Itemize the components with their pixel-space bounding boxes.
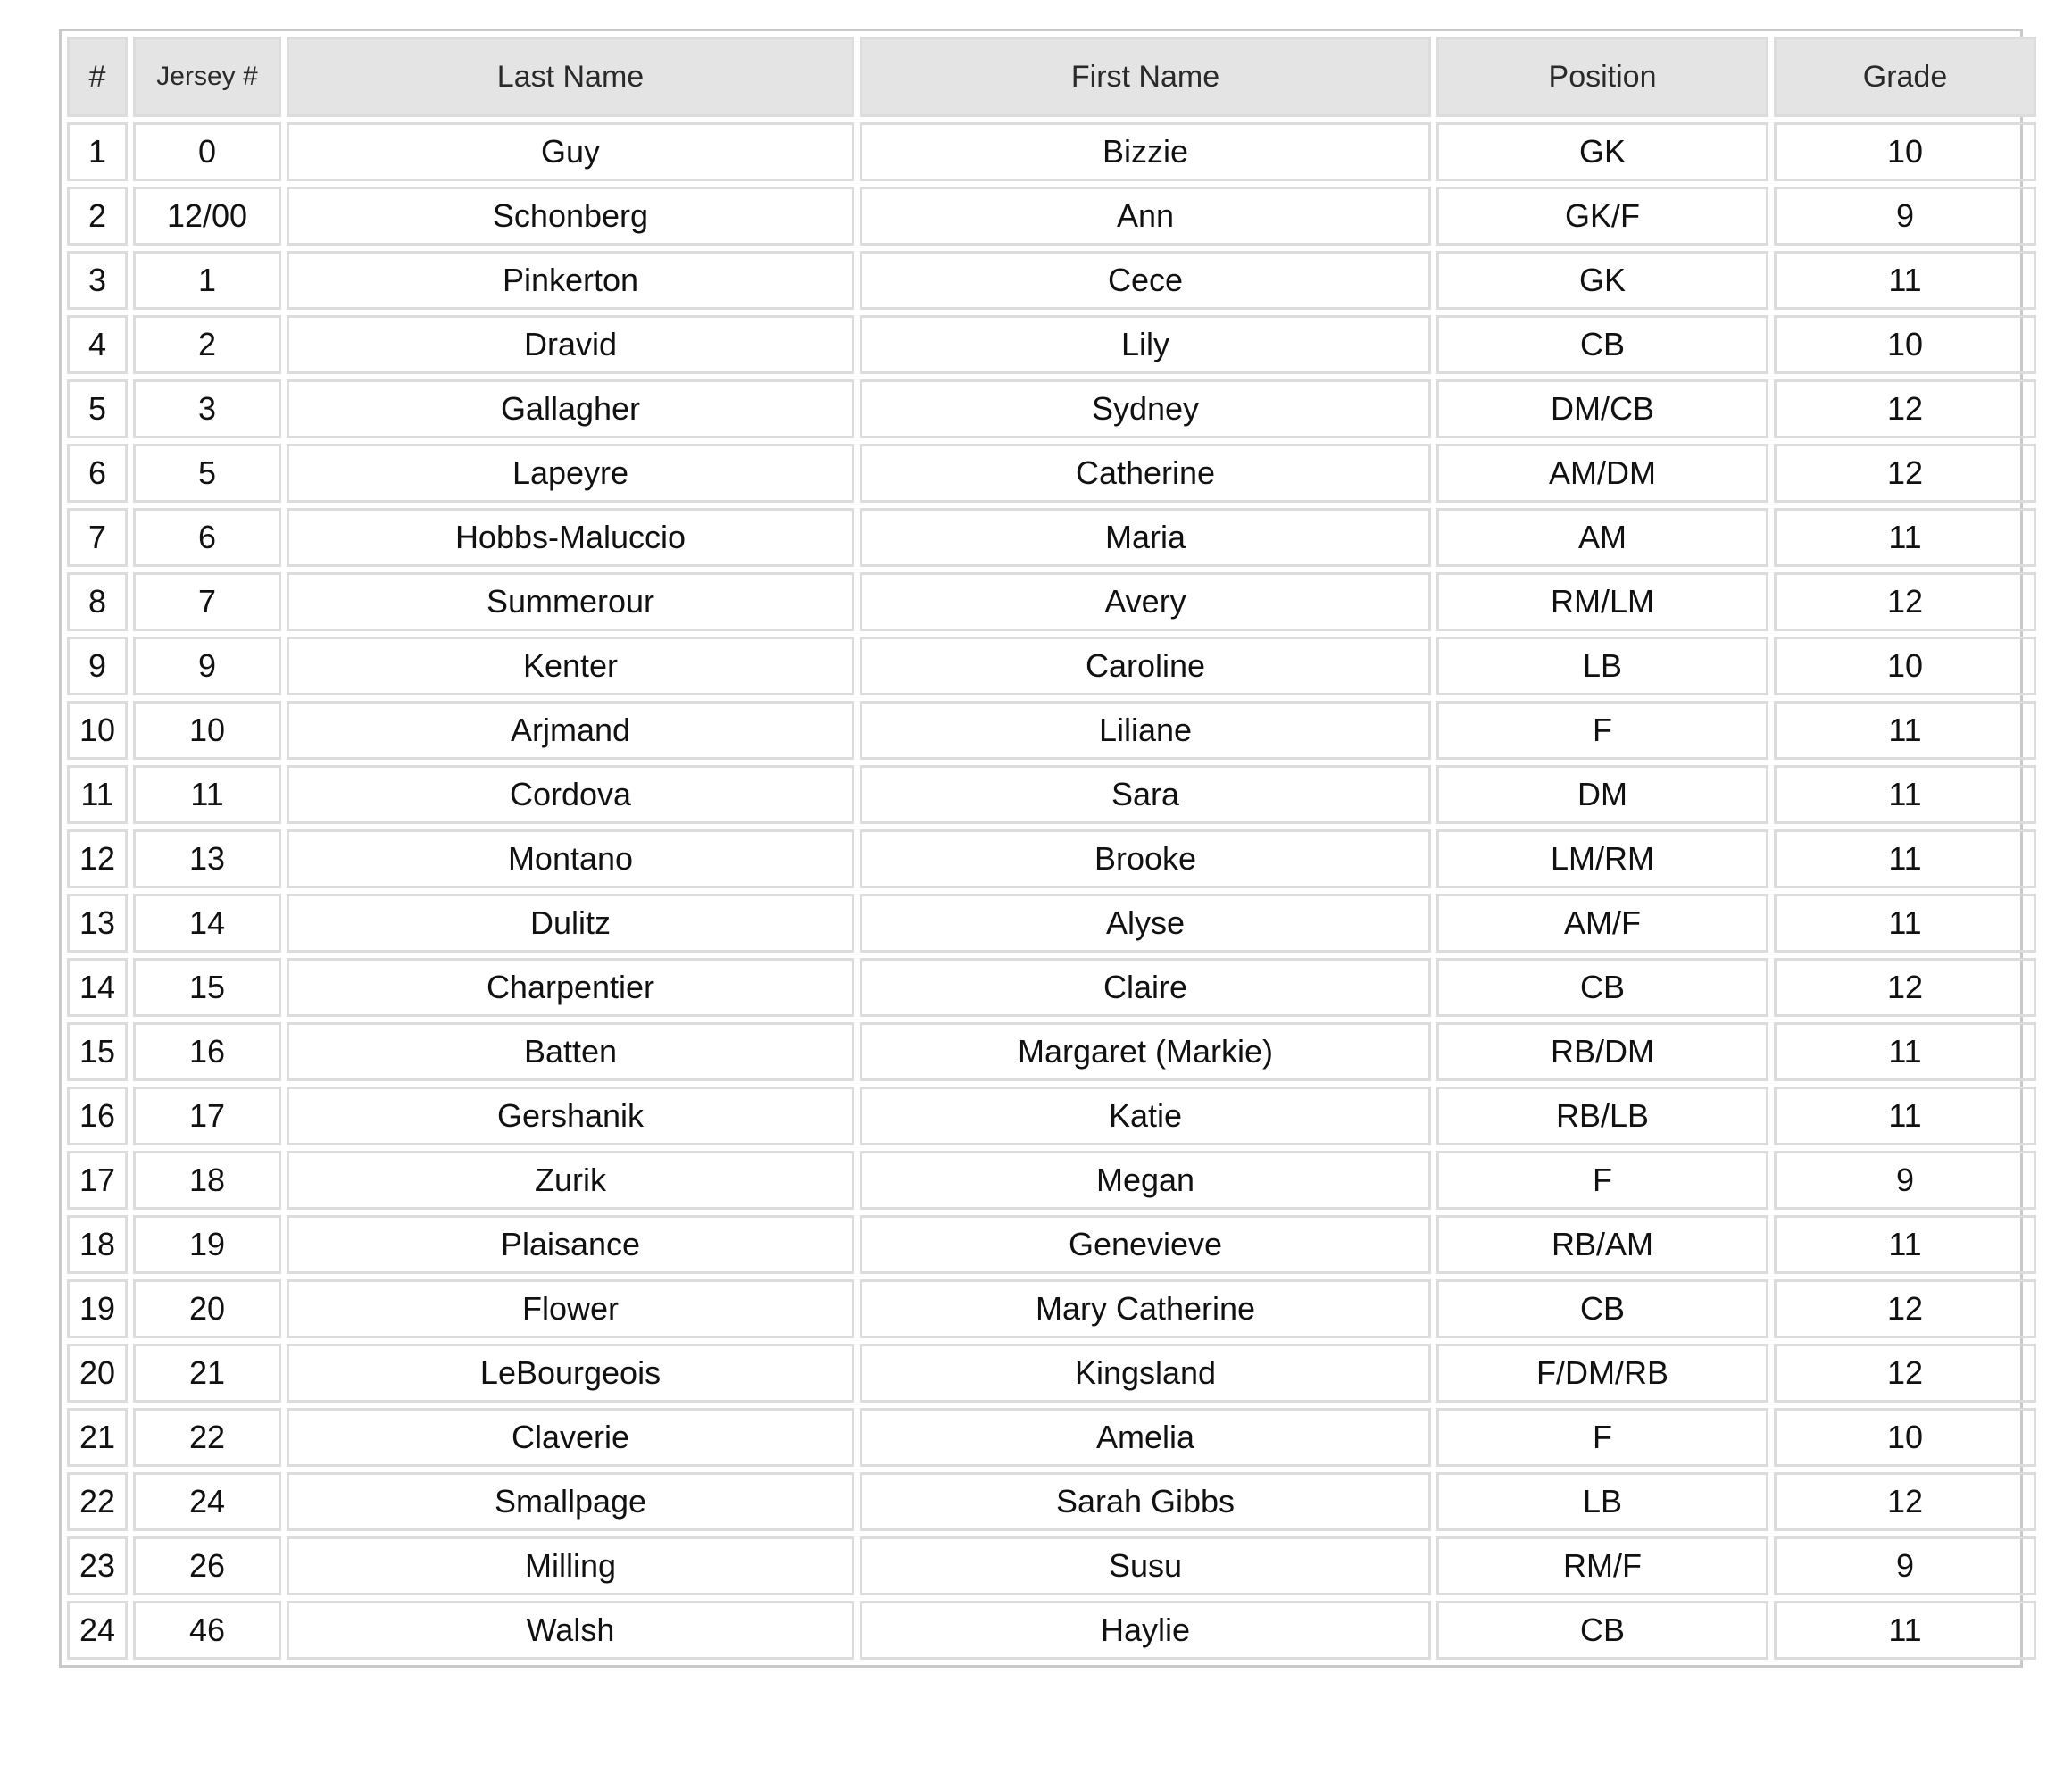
column-header-index: # (67, 37, 128, 117)
cell-first-name: Megan (860, 1151, 1431, 1210)
cell-last-name: Schonberg (287, 187, 854, 246)
table-row (67, 1472, 2036, 1531)
cell-grade: 10 (1774, 315, 2036, 374)
cell-jersey: 19 (133, 1215, 281, 1274)
cell-jersey: 12/00 (133, 187, 281, 246)
cell-last-name: Walsh (287, 1601, 854, 1660)
column-header-position: Position (1436, 37, 1768, 117)
column-header-last-name: Last Name (287, 37, 854, 117)
cell-jersey: 17 (133, 1087, 281, 1145)
cell-grade: 12 (1774, 444, 2036, 503)
cell-position: F (1436, 1408, 1768, 1467)
cell-last-name: Hobbs-Maluccio (287, 508, 854, 567)
cell-first-name: Liliane (860, 701, 1431, 760)
table-row (67, 1601, 2036, 1660)
cell-index: 15 (67, 1022, 128, 1081)
cell-jersey: 24 (133, 1472, 281, 1531)
table-row (67, 894, 2036, 953)
cell-grade: 9 (1774, 1151, 2036, 1210)
cell-position: CB (1436, 1601, 1768, 1660)
cell-index: 16 (67, 1087, 128, 1145)
cell-jersey: 11 (133, 765, 281, 824)
cell-index: 7 (67, 508, 128, 567)
table-row (67, 1151, 2036, 1210)
cell-grade: 12 (1774, 1344, 2036, 1403)
cell-jersey: 9 (133, 637, 281, 695)
table-row (67, 958, 2036, 1017)
cell-index: 9 (67, 637, 128, 695)
roster-table-container (59, 29, 2023, 1668)
table-row (67, 251, 2036, 310)
cell-first-name: Sydney (860, 379, 1431, 438)
cell-grade: 9 (1774, 187, 2036, 246)
cell-position: GK (1436, 251, 1768, 310)
cell-grade: 11 (1774, 1087, 2036, 1145)
cell-first-name: Bizzie (860, 122, 1431, 181)
cell-position: RB/LB (1436, 1087, 1768, 1145)
table-row (67, 1087, 2036, 1145)
cell-index: 12 (67, 829, 128, 888)
cell-first-name: Kingsland (860, 1344, 1431, 1403)
column-header-grade: Grade (1774, 37, 2036, 117)
cell-first-name: Susu (860, 1536, 1431, 1595)
cell-position: GK (1436, 122, 1768, 181)
cell-grade: 11 (1774, 1215, 2036, 1274)
cell-last-name: Gallagher (287, 379, 854, 438)
column-header-jersey: Jersey # (133, 37, 281, 117)
cell-last-name: Plaisance (287, 1215, 854, 1274)
table-row (67, 187, 2036, 246)
cell-index: 17 (67, 1151, 128, 1210)
cell-jersey: 15 (133, 958, 281, 1017)
cell-last-name: Milling (287, 1536, 854, 1595)
cell-jersey: 6 (133, 508, 281, 567)
cell-jersey: 10 (133, 701, 281, 760)
cell-position: F/DM/RB (1436, 1344, 1768, 1403)
table-row (67, 1022, 2036, 1081)
cell-first-name: Haylie (860, 1601, 1431, 1660)
cell-first-name: Claire (860, 958, 1431, 1017)
cell-position: CB (1436, 1279, 1768, 1338)
cell-grade: 12 (1774, 1279, 2036, 1338)
cell-grade: 11 (1774, 251, 2036, 310)
cell-index: 1 (67, 122, 128, 181)
table-row (67, 637, 2036, 695)
cell-jersey: 18 (133, 1151, 281, 1210)
cell-position: F (1436, 1151, 1768, 1210)
cell-index: 3 (67, 251, 128, 310)
cell-last-name: Smallpage (287, 1472, 854, 1531)
cell-last-name: Charpentier (287, 958, 854, 1017)
cell-jersey: 22 (133, 1408, 281, 1467)
cell-last-name: Arjmand (287, 701, 854, 760)
cell-grade: 11 (1774, 701, 2036, 760)
table-row (67, 1279, 2036, 1338)
cell-index: 21 (67, 1408, 128, 1467)
cell-grade: 10 (1774, 122, 2036, 181)
cell-first-name: Mary Catherine (860, 1279, 1431, 1338)
cell-first-name: Sara (860, 765, 1431, 824)
cell-index: 5 (67, 379, 128, 438)
cell-index: 14 (67, 958, 128, 1017)
cell-position: RM/F (1436, 1536, 1768, 1595)
cell-index: 11 (67, 765, 128, 824)
cell-grade: 11 (1774, 1022, 2036, 1081)
cell-position: DM (1436, 765, 1768, 824)
cell-jersey: 21 (133, 1344, 281, 1403)
cell-last-name: Summerour (287, 572, 854, 631)
cell-jersey: 7 (133, 572, 281, 631)
cell-position: CB (1436, 315, 1768, 374)
cell-first-name: Brooke (860, 829, 1431, 888)
table-row (67, 315, 2036, 374)
cell-grade: 10 (1774, 637, 2036, 695)
cell-last-name: Kenter (287, 637, 854, 695)
cell-jersey: 26 (133, 1536, 281, 1595)
cell-grade: 12 (1774, 379, 2036, 438)
column-header-first-name: First Name (860, 37, 1431, 117)
cell-first-name: Caroline (860, 637, 1431, 695)
table-row (67, 1344, 2036, 1403)
cell-first-name: Ann (860, 187, 1431, 246)
cell-jersey: 16 (133, 1022, 281, 1081)
table-row (67, 122, 2036, 181)
cell-first-name: Genevieve (860, 1215, 1431, 1274)
cell-grade: 11 (1774, 1601, 2036, 1660)
cell-last-name: Pinkerton (287, 251, 854, 310)
cell-position: RB/DM (1436, 1022, 1768, 1081)
cell-first-name: Catherine (860, 444, 1431, 503)
cell-last-name: Dulitz (287, 894, 854, 953)
cell-index: 10 (67, 701, 128, 760)
header-row (67, 37, 2036, 117)
cell-jersey: 14 (133, 894, 281, 953)
cell-index: 13 (67, 894, 128, 953)
cell-jersey: 2 (133, 315, 281, 374)
table-row (67, 701, 2036, 760)
cell-grade: 11 (1774, 765, 2036, 824)
cell-jersey: 0 (133, 122, 281, 181)
cell-last-name: Batten (287, 1022, 854, 1081)
cell-first-name: Lily (860, 315, 1431, 374)
cell-last-name: Dravid (287, 315, 854, 374)
cell-position: AM/DM (1436, 444, 1768, 503)
table-row (67, 765, 2036, 824)
cell-first-name: Sarah Gibbs (860, 1472, 1431, 1531)
cell-last-name: LeBourgeois (287, 1344, 854, 1403)
cell-position: AM/F (1436, 894, 1768, 953)
cell-position: GK/F (1436, 187, 1768, 246)
cell-grade: 11 (1774, 894, 2036, 953)
cell-jersey: 1 (133, 251, 281, 310)
cell-position: RM/LM (1436, 572, 1768, 631)
cell-index: 6 (67, 444, 128, 503)
cell-jersey: 13 (133, 829, 281, 888)
cell-position: F (1436, 701, 1768, 760)
table-row (67, 1215, 2036, 1274)
cell-last-name: Guy (287, 122, 854, 181)
cell-index: 2 (67, 187, 128, 246)
table-row (67, 379, 2036, 438)
cell-grade: 12 (1774, 1472, 2036, 1531)
cell-first-name: Maria (860, 508, 1431, 567)
cell-grade: 9 (1774, 1536, 2036, 1595)
cell-index: 20 (67, 1344, 128, 1403)
cell-position: DM/CB (1436, 379, 1768, 438)
cell-last-name: Montano (287, 829, 854, 888)
cell-grade: 12 (1774, 572, 2036, 631)
cell-position: RB/AM (1436, 1215, 1768, 1274)
cell-last-name: Lapeyre (287, 444, 854, 503)
cell-last-name: Gershanik (287, 1087, 854, 1145)
cell-first-name: Alyse (860, 894, 1431, 953)
roster-table-body (67, 122, 2036, 1660)
cell-position: LB (1436, 637, 1768, 695)
table-row (67, 829, 2036, 888)
cell-jersey: 3 (133, 379, 281, 438)
cell-grade: 11 (1774, 508, 2036, 567)
cell-index: 8 (67, 572, 128, 631)
cell-position: CB (1436, 958, 1768, 1017)
cell-last-name: Zurik (287, 1151, 854, 1210)
cell-grade: 10 (1774, 1408, 2036, 1467)
roster-table-header (67, 37, 2036, 117)
cell-first-name: Katie (860, 1087, 1431, 1145)
cell-position: LM/RM (1436, 829, 1768, 888)
cell-index: 19 (67, 1279, 128, 1338)
table-row (67, 508, 2036, 567)
cell-index: 24 (67, 1601, 128, 1660)
roster-table (62, 31, 2042, 1665)
cell-first-name: Margaret (Markie) (860, 1022, 1431, 1081)
cell-index: 4 (67, 315, 128, 374)
cell-last-name: Claverie (287, 1408, 854, 1467)
cell-jersey: 5 (133, 444, 281, 503)
cell-grade: 12 (1774, 958, 2036, 1017)
table-row (67, 444, 2036, 503)
cell-position: LB (1436, 1472, 1768, 1531)
cell-index: 23 (67, 1536, 128, 1595)
cell-jersey: 46 (133, 1601, 281, 1660)
table-row (67, 1408, 2036, 1467)
cell-last-name: Cordova (287, 765, 854, 824)
cell-first-name: Cece (860, 251, 1431, 310)
cell-last-name: Flower (287, 1279, 854, 1338)
table-row (67, 572, 2036, 631)
cell-index: 18 (67, 1215, 128, 1274)
table-row (67, 1536, 2036, 1595)
cell-jersey: 20 (133, 1279, 281, 1338)
cell-grade: 11 (1774, 829, 2036, 888)
cell-first-name: Amelia (860, 1408, 1431, 1467)
cell-first-name: Avery (860, 572, 1431, 631)
cell-index: 22 (67, 1472, 128, 1531)
cell-position: AM (1436, 508, 1768, 567)
